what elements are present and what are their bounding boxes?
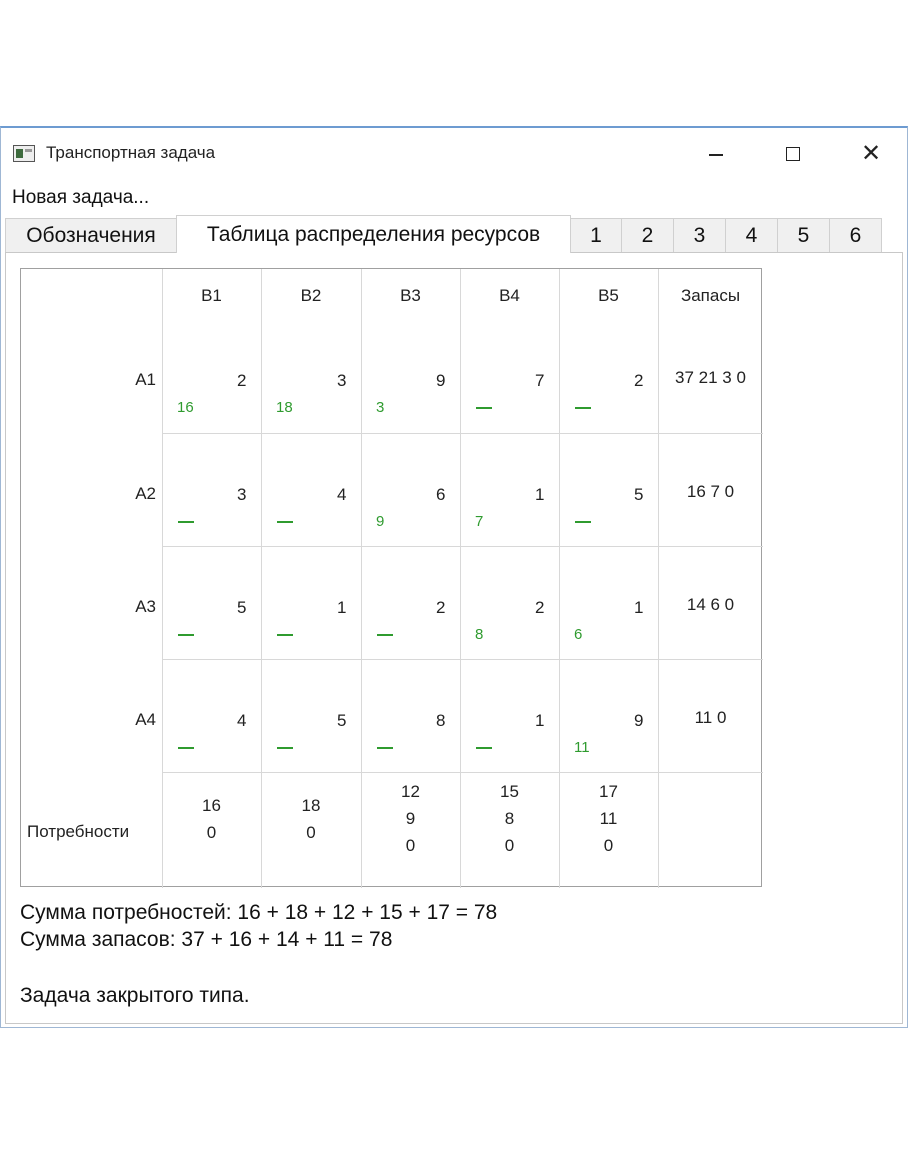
supply-header: Запасы	[680, 286, 741, 305]
cost-value: 6	[436, 485, 446, 504]
cost-value: 2	[436, 598, 446, 617]
close-button[interactable]	[851, 134, 891, 174]
cost-value: 2	[535, 598, 545, 617]
allocation-empty-dash	[178, 634, 194, 636]
allocation-empty-dash	[277, 521, 293, 523]
tab-notation[interactable]: Обозначения	[5, 218, 177, 252]
maximize-button[interactable]	[773, 134, 813, 174]
demand-value: 12	[401, 782, 420, 801]
demand-value: 8	[504, 809, 515, 828]
cost-value: 1	[337, 598, 347, 617]
title-bar[interactable]	[1, 128, 907, 180]
allocation-empty-dash	[575, 407, 591, 409]
row-label: A4	[135, 710, 156, 729]
distribution-table	[20, 268, 762, 887]
allocation-empty-dash	[178, 747, 194, 749]
allocation-value: 6	[574, 626, 583, 643]
allocation-value: 11	[574, 739, 590, 756]
allocation-value: 8	[475, 626, 484, 643]
tab-3[interactable]: 3	[673, 218, 726, 252]
close-icon: ✕	[860, 140, 882, 167]
column-header: B3	[400, 286, 421, 305]
demand-value: 9	[405, 809, 416, 828]
cost-value: 5	[634, 485, 644, 504]
column-header: B4	[499, 286, 520, 305]
cost-value: 1	[535, 485, 545, 504]
tab-5[interactable]: 5	[777, 218, 830, 252]
cost-value: 1	[535, 711, 545, 730]
allocation-value: 18	[276, 399, 293, 416]
window-title: Транспортная задача	[46, 143, 216, 162]
demand-value: 0	[405, 836, 416, 855]
supply-value: 14 6 0	[686, 595, 735, 614]
allocation-empty-dash	[476, 407, 492, 409]
supply-value: 16 7 0	[686, 482, 735, 501]
cost-value: 8	[436, 711, 446, 730]
allocation-empty-dash	[377, 747, 393, 749]
allocation-empty-dash	[575, 521, 591, 523]
allocation-value: 9	[376, 513, 385, 530]
demand-value: 0	[206, 823, 217, 842]
tab-6[interactable]: 6	[829, 218, 882, 252]
grid-hline	[162, 433, 763, 434]
column-header: B5	[598, 286, 619, 305]
demand-label: Потребности	[27, 822, 130, 841]
minimize-button[interactable]	[696, 134, 736, 174]
grid-vline	[658, 269, 659, 888]
app-icon	[13, 145, 35, 162]
maximize-icon	[786, 147, 800, 161]
demand-value: 15	[500, 782, 519, 801]
demand-value: 0	[306, 823, 316, 842]
allocation-empty-dash	[178, 521, 194, 523]
allocation-value: 7	[475, 513, 484, 530]
allocation-empty-dash	[377, 634, 393, 636]
minimize-icon	[709, 154, 723, 156]
task-type-text: Задача закрытого типа.	[20, 984, 250, 1007]
cost-value: 2	[634, 371, 644, 390]
demand-value: 0	[603, 836, 614, 855]
supply-value: 37 21 3 0	[675, 368, 746, 387]
cost-value: 4	[237, 711, 247, 730]
grid-hline	[162, 546, 763, 547]
cost-value: 1	[634, 598, 644, 617]
allocation-empty-dash	[277, 747, 293, 749]
cost-value: 5	[237, 598, 247, 617]
cost-value: 9	[634, 711, 644, 730]
row-label: A1	[135, 370, 156, 389]
tab-panel	[5, 252, 903, 1024]
tab-2[interactable]: 2	[621, 218, 674, 252]
demand-value: 17	[599, 782, 618, 801]
cost-value: 5	[337, 711, 347, 730]
app-window	[0, 126, 908, 1028]
demand-value: 18	[301, 796, 321, 815]
column-header: B2	[300, 286, 322, 305]
cost-value: 9	[436, 371, 446, 390]
tab-resource-table[interactable]: Таблица распределения ресурсов	[176, 215, 571, 253]
demand-value: 16	[202, 796, 221, 815]
tab-strip	[5, 215, 895, 253]
allocation-empty-dash	[476, 747, 492, 749]
cost-value: 3	[337, 371, 347, 390]
allocation-empty-dash	[277, 634, 293, 636]
grid-hline	[162, 772, 763, 773]
tab-1[interactable]: 1	[570, 218, 622, 252]
column-header: B1	[201, 286, 222, 305]
demand-sum-text: Сумма потребностей: 16 + 18 + 12 + 15 + 17 = 78	[20, 901, 498, 924]
allocation-value: 16	[177, 399, 194, 416]
allocation-value: 3	[376, 399, 385, 416]
demand-value: 0	[504, 836, 515, 855]
cost-value: 7	[535, 371, 545, 390]
tab-4[interactable]: 4	[725, 218, 778, 252]
cost-value: 3	[237, 485, 247, 504]
demand-value: 11	[599, 809, 618, 828]
cost-value: 4	[337, 485, 347, 504]
menu-new-task[interactable]: Новая задача...	[12, 187, 150, 208]
grid-hline	[162, 659, 763, 660]
row-label: A3	[135, 597, 156, 616]
supply-sum-text: Сумма запасов: 37 + 16 + 14 + 11 = 78	[20, 928, 393, 951]
cost-value: 2	[237, 371, 247, 390]
row-label: A2	[135, 484, 156, 503]
supply-value: 11 0	[694, 708, 727, 727]
